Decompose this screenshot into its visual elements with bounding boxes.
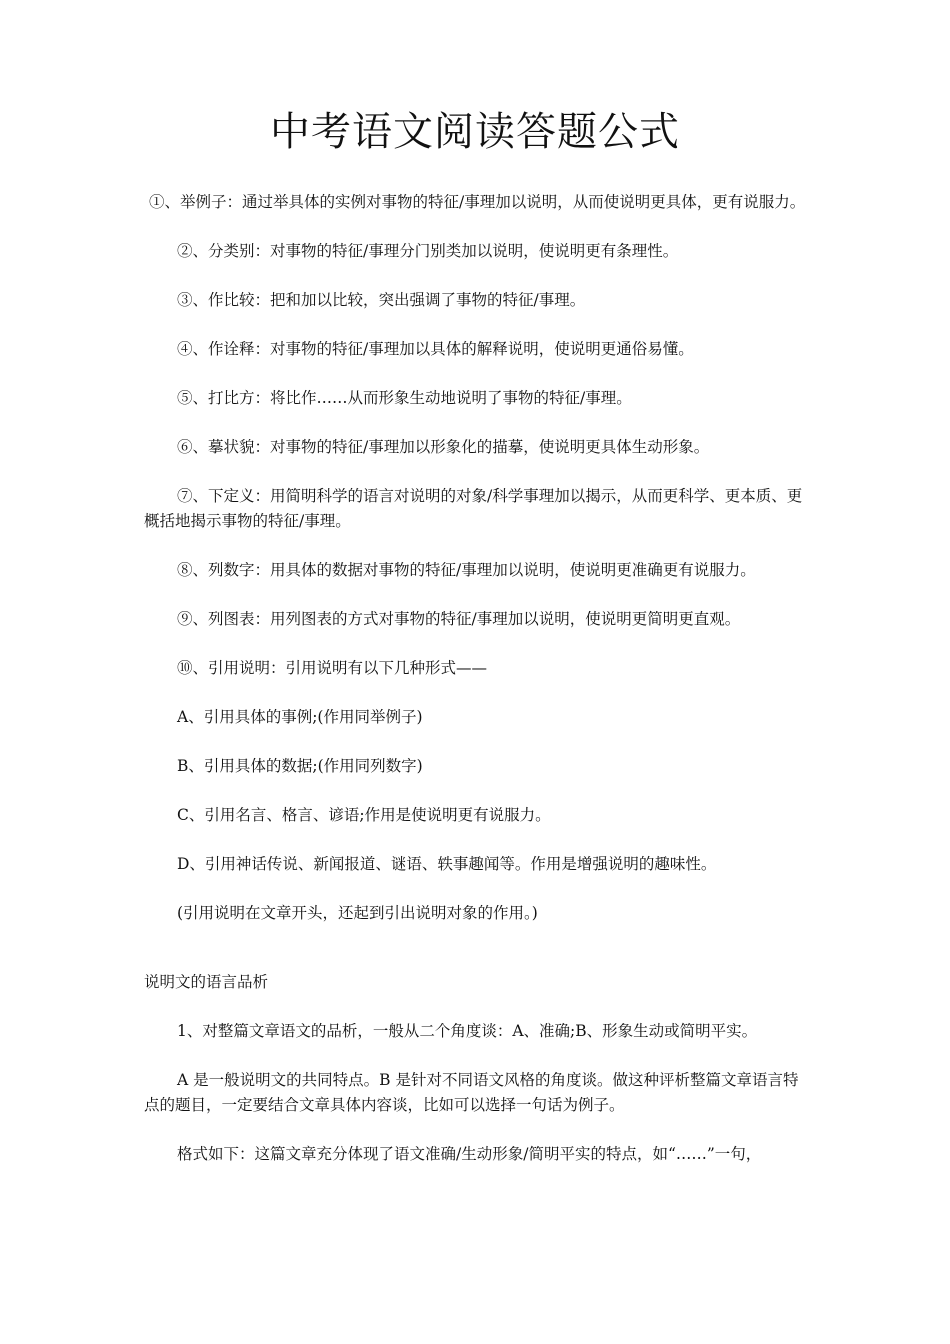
paragraph-classification: ②、分类别：对事物的特征/事理分门别类加以说明，使说明更有条理性。: [177, 242, 679, 260]
paragraph-quote-d: D、引用神话传说、新闻报道、谜语、轶事趣闻等。作用是增强说明的趣味性。: [177, 855, 717, 873]
paragraph-comparison: ③、作比较：把和加以比较，突出强调了事物的特征/事理。: [177, 291, 586, 309]
paragraph-example: ①、举例子：通过举具体的实例对事物的特征/事理加以说明，从而使说明更具体，更有说服力。: [149, 193, 806, 211]
document-title: 中考语文阅读答题公式: [270, 109, 680, 155]
paragraph-quotation: ⑩、引用说明：引用说明有以下几种形式——: [177, 659, 488, 677]
paragraph-definition: ⑦、下定义：用简明科学的语言对说明的对象/科学事理加以揭示，从而更科学、更本质、更概括地揭示事物的特征/事理。: [144, 487, 803, 530]
paragraph-quote-c: C、引用名言、格言、谚语;作用是使说明更有说服力。: [177, 806, 551, 824]
document-body: [144, 190, 808, 1191]
paragraph-explanation: ④、作诠释：对事物的特征/事理加以具体的解释说明，使说明更通俗易懂。: [177, 340, 694, 358]
section-gap: [144, 950, 808, 970]
paragraph-description: ⑥、摹状貌：对事物的特征/事理加以形象化的描摹，使说明更具体生动形象。: [177, 438, 710, 456]
paragraph-language-2: A 是一般说明文的共同特点。B 是针对不同语文风格的角度谈。做这种评析整篇文章语言特点的题目，一定要结合文章具体内容谈，比如可以选择一句话为例子。: [144, 1071, 799, 1114]
paragraph-format: 格式如下：这篇文章充分体现了语文准确/生动形象/简明平实的特点，如“……”一句，: [177, 1145, 762, 1163]
paragraph-numbers: ⑧、列数字：用具体的数据对事物的特征/事理加以说明，使说明更准确更有说服力。: [177, 561, 756, 579]
paragraph-quote-b: B、引用具体的数据;(作用同列数字): [177, 757, 423, 775]
paragraph-charts: ⑨、列图表：用列图表的方式对事物的特征/事理加以说明，使说明更简明更直观。: [177, 610, 741, 628]
paragraph-analogy: ⑤、打比方：将比作……从而形象生动地说明了事物的特征/事理。: [177, 389, 632, 407]
paragraph-quote-note: (引用说明在文章开头，还起到引出说明对象的作用。): [177, 904, 538, 922]
section-heading-language: 说明文的语言品析: [144, 973, 269, 991]
paragraph-quote-a: A、引用具体的事例;(作用同举例子): [177, 708, 423, 726]
paragraph-language-1: 1、对整篇文章语文的品析，一般从二个角度谈：A、准确;B、形象生动或简明平实。: [177, 1022, 758, 1040]
